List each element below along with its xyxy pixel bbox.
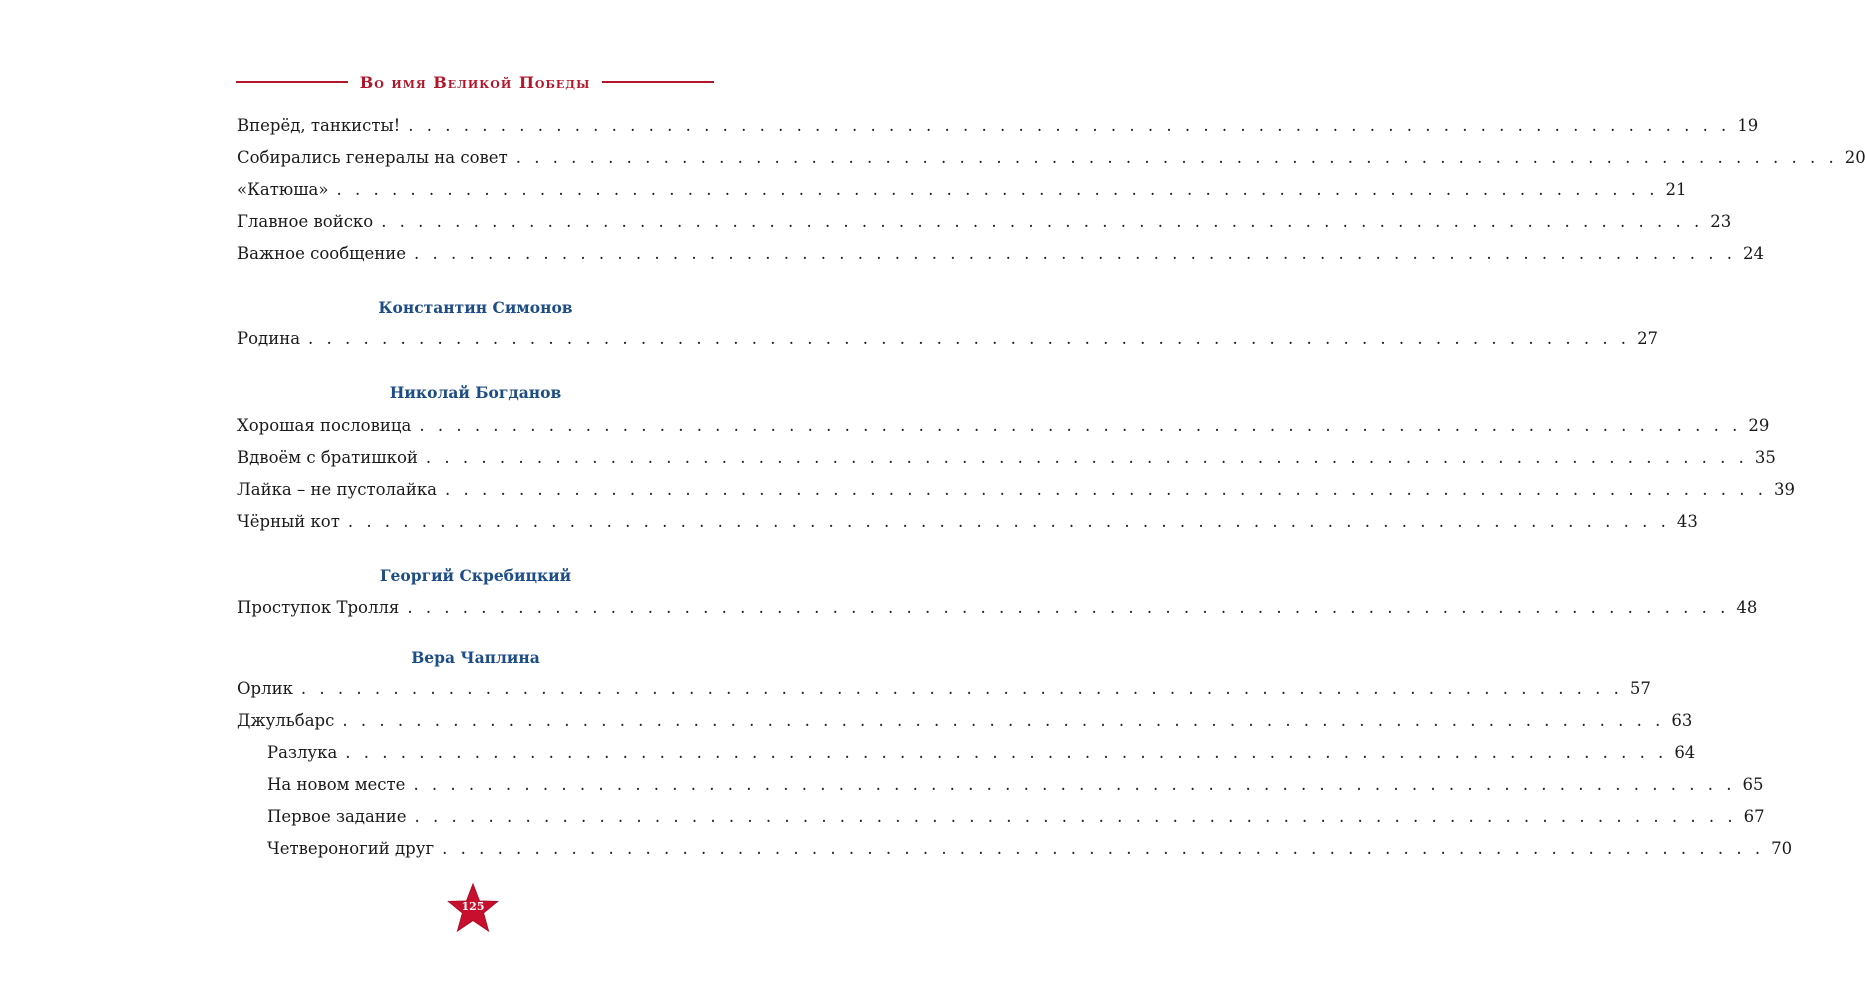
- toc-entry[interactable]: [237, 446, 1776, 470]
- dot-leader: . . . . . . . . . . . . . . . . . . . . . . . . . . . . . . . . . . . . . . . . . . . . . . . . . . . . . . . . . . . . . . . . . . . . . . . .: [336, 180, 1659, 199]
- dot-leader: . . . . . . . . . . . . . . . . . . . . . . . . . . . . . . . . . . . . . . . . . . . . . . . . . . . . . . . . . . . . . . . . . . . . . . . .: [425, 448, 1748, 467]
- dot-leader: . . . . . . . . . . . . . . . . . . . . . . . . . . . . . . . . . . . . . . . . . . . . . . . . . . . . . . . . . . . . . . . . . . . . . . . .: [342, 711, 1665, 730]
- toc-entry-page: 19: [1737, 116, 1759, 135]
- toc-entry-page: 48: [1736, 598, 1758, 617]
- header-rule-left: [236, 81, 348, 83]
- toc-entry-title: «Катюша»: [237, 180, 329, 199]
- toc-entry-page: 20: [1844, 148, 1866, 167]
- dot-leader: . . . . . . . . . . . . . . . . . . . . . . . . . . . . . . . . . . . . . . . . . . . . . . . . . . . . . . . . . . . . . . . . . . . . . . . .: [444, 480, 1768, 499]
- toc-entry-page: 65: [1742, 775, 1764, 794]
- toc-entry-title: Четвероногий друг: [267, 839, 435, 858]
- dot-leader: . . . . . . . . . . . . . . . . . . . . . . . . . . . . . . . . . . . . . . . . . . . . . . . . . . . . . . . . . . . . . . . . . . . . . . . .: [414, 807, 1737, 826]
- dot-leader: . . . . . . . . . . . . . . . . . . . . . . . . . . . . . . . . . . . . . . . . . . . . . . . . . . . . . . . . . . . . . . . . . . . . . . . .: [408, 116, 1731, 135]
- dot-leader: . . . . . . . . . . . . . . . . . . . . . . . . . . . . . . . . . . . . . . . . . . . . . . . . . . . . . . . . . . . . . . . . . . . . . . . .: [413, 775, 1736, 794]
- toc-entry-title: Главное войско: [237, 212, 374, 231]
- dot-leader: . . . . . . . . . . . . . . . . . . . . . . . . . . . . . . . . . . . . . . . . . . . . . . . . . . . . . . . . . . . . . . . . . . . . . . . .: [308, 329, 1631, 348]
- toc-entry-title: Важное сообщение: [237, 244, 406, 263]
- toc-entry[interactable]: [237, 478, 1796, 502]
- toc-entry-page: 67: [1743, 807, 1765, 826]
- toc-entry[interactable]: [237, 414, 1770, 438]
- toc-entry-page: 57: [1629, 679, 1651, 698]
- toc-subentry[interactable]: [267, 741, 1696, 765]
- toc-entry-title: Разлука: [267, 743, 338, 762]
- page-number: 125: [461, 900, 485, 913]
- toc-entry-page: 29: [1748, 416, 1770, 435]
- toc-entry[interactable]: [237, 178, 1687, 202]
- toc-entry-page: 23: [1710, 212, 1732, 231]
- toc-entry-page: 24: [1743, 244, 1765, 263]
- dot-leader: . . . . . . . . . . . . . . . . . . . . . . . . . . . . . . . . . . . . . . . . . . . . . . . . . . . . . . . . . . . . . . . . . . . . . . . .: [347, 512, 1670, 531]
- toc-subentry[interactable]: [267, 773, 1764, 797]
- toc-entry[interactable]: [237, 327, 1659, 351]
- toc-entry[interactable]: [237, 114, 1759, 138]
- toc-entry-title: На новом месте: [267, 775, 406, 794]
- dot-leader: . . . . . . . . . . . . . . . . . . . . . . . . . . . . . . . . . . . . . . . . . . . . . . . . . . . . . . . . . . . . . . . . . . . . . . . .: [442, 839, 1765, 858]
- toc-entry[interactable]: [237, 677, 1651, 701]
- toc-entry-title: Чёрный кот: [237, 512, 340, 531]
- dot-leader: . . . . . . . . . . . . . . . . . . . . . . . . . . . . . . . . . . . . . . . . . . . . . . . . . . . . . . . . . . . . . . . . . . . . . . . .: [345, 743, 1668, 762]
- toc-entry-page: 35: [1754, 448, 1776, 467]
- toc-entry[interactable]: [237, 510, 1698, 534]
- author-heading: Константин Симонов: [378, 298, 573, 317]
- toc-entry-title: Джульбарс: [237, 711, 335, 730]
- toc-entry-title: Вперёд, танкисты!: [237, 116, 401, 135]
- dot-leader: . . . . . . . . . . . . . . . . . . . . . . . . . . . . . . . . . . . . . . . . . . . . . . . . . . . . . . . . . . . . . . . . . . . . . . . .: [407, 598, 1730, 617]
- dot-leader: . . . . . . . . . . . . . . . . . . . . . . . . . . . . . . . . . . . . . . . . . . . . . . . . . . . . . . . . . . . . . . . . . . . . . . . .: [515, 148, 1838, 167]
- toc-subentry[interactable]: [267, 805, 1765, 829]
- toc-entry[interactable]: [237, 210, 1732, 234]
- dot-leader: . . . . . . . . . . . . . . . . . . . . . . . . . . . . . . . . . . . . . . . . . . . . . . . . . . . . . . . . . . . . . . . . . . . . . . . .: [414, 244, 1737, 263]
- toc-entry-title: Проступок Тролля: [237, 598, 400, 617]
- toc-entry-title: Лайка – не пустолайка: [237, 480, 437, 499]
- author-heading: Николай Богданов: [389, 383, 562, 402]
- dot-leader: . . . . . . . . . . . . . . . . . . . . . . . . . . . . . . . . . . . . . . . . . . . . . . . . . . . . . . . . . . . . . . . . . . . . . . . .: [381, 212, 1704, 231]
- dot-leader: . . . . . . . . . . . . . . . . . . . . . . . . . . . . . . . . . . . . . . . . . . . . . . . . . . . . . . . . . . . . . . . . . . . . . . . .: [300, 679, 1623, 698]
- toc-entry-page: 64: [1674, 743, 1696, 762]
- author-heading: Георгий Скребицкий: [379, 566, 572, 585]
- running-header: [236, 70, 714, 94]
- page-number-badge: [447, 883, 499, 933]
- toc-entry[interactable]: [237, 596, 1758, 620]
- toc-subentry[interactable]: [267, 837, 1793, 861]
- toc-entry[interactable]: [237, 146, 1866, 170]
- toc-entry-page: 63: [1671, 711, 1693, 730]
- toc-entry-title: Орлик: [237, 679, 293, 698]
- toc-entry[interactable]: [237, 242, 1765, 266]
- toc-entry-title: Собирались генералы на совет: [237, 148, 508, 167]
- toc-entry-title: Первое задание: [267, 807, 407, 826]
- dot-leader: . . . . . . . . . . . . . . . . . . . . . . . . . . . . . . . . . . . . . . . . . . . . . . . . . . . . . . . . . . . . . . . . . . . . . . . .: [419, 416, 1742, 435]
- header-title: Во имя Великой Победы: [359, 72, 591, 92]
- toc-entry-page: 21: [1665, 180, 1687, 199]
- toc-entry[interactable]: [237, 709, 1693, 733]
- toc-entry-title: Родина: [237, 329, 301, 348]
- toc-entry-page: 43: [1676, 512, 1698, 531]
- toc-entry-page: 39: [1774, 480, 1796, 499]
- author-heading: Вера Чаплина: [411, 648, 540, 667]
- header-rule-right: [602, 81, 714, 83]
- toc-entry-title: Хорошая пословица: [237, 416, 412, 435]
- toc-entry-page: 27: [1637, 329, 1659, 348]
- toc-entry-title: Вдвоём с братишкой: [237, 448, 418, 467]
- toc-entry-page: 70: [1771, 839, 1793, 858]
